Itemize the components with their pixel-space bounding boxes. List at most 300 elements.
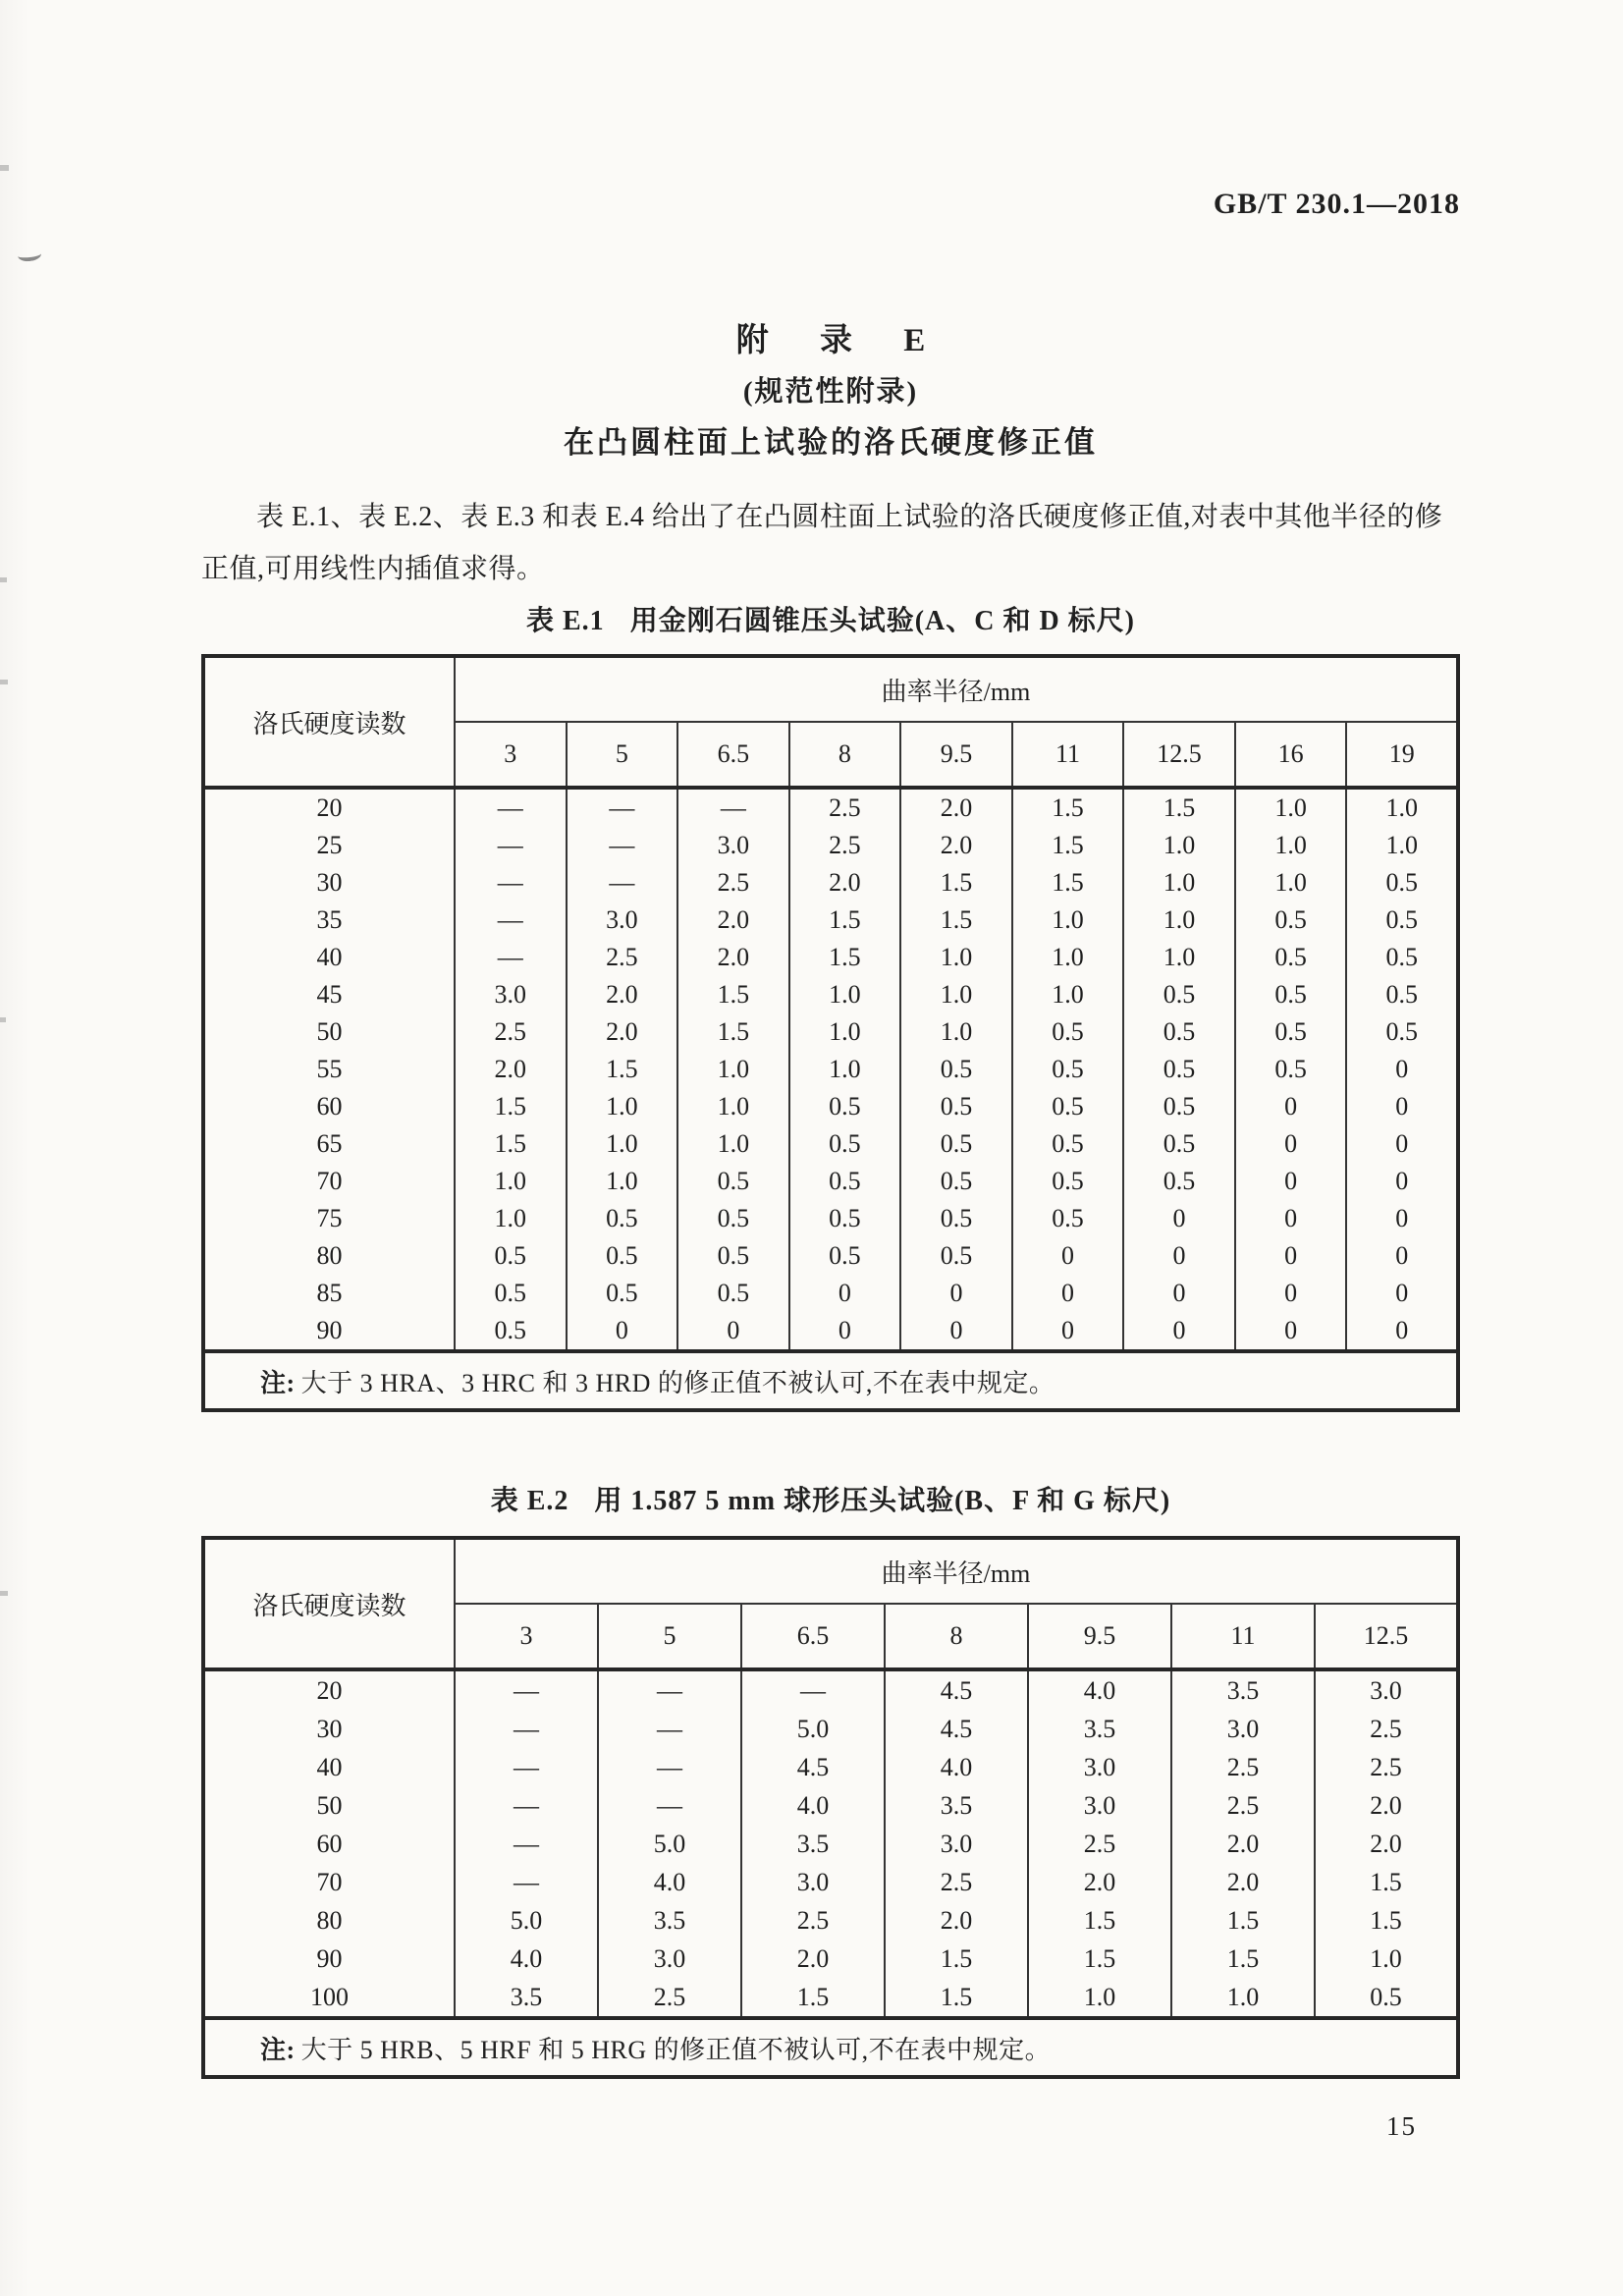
cell-value: — [677, 788, 789, 827]
cell-value: — [598, 1748, 741, 1786]
cell-value: 1.0 [455, 1200, 567, 1237]
cell-value: 2.5 [455, 1013, 567, 1051]
table-body [203, 788, 1458, 1351]
table-row [203, 1863, 1458, 1901]
table-row [203, 1163, 1458, 1200]
cell-value: 0 [1123, 1200, 1235, 1237]
row-label: 85 [203, 1275, 455, 1312]
cell-value: 0 [1235, 1200, 1347, 1237]
cell-value: — [455, 1825, 598, 1863]
cell-value: 0 [567, 1312, 678, 1351]
cell-value: 1.5 [1315, 1863, 1458, 1901]
column-header: 9.5 [900, 722, 1012, 788]
cell-value: 1.5 [741, 1978, 885, 2018]
table-note-row [203, 1351, 1458, 1410]
cell-value: 1.0 [900, 1013, 1012, 1051]
cell-value: 1.0 [900, 976, 1012, 1013]
cell-value: — [567, 827, 678, 864]
cell-value: 1.5 [1012, 864, 1124, 902]
cell-value: 2.0 [1028, 1863, 1171, 1901]
cell-value: 2.0 [1171, 1863, 1315, 1901]
cell-value: 0.5 [789, 1163, 901, 1200]
cell-value: 0 [1012, 1237, 1124, 1275]
row-label: 90 [203, 1940, 455, 1978]
table-row [203, 1748, 1458, 1786]
cell-value: 4.5 [741, 1748, 885, 1786]
cell-value: 0.5 [1346, 939, 1458, 976]
table-e2-caption-label: 表 E.2 [490, 1486, 569, 1516]
scan-artifact [0, 1017, 6, 1022]
table-row [203, 1088, 1458, 1125]
cell-value: 1.0 [900, 939, 1012, 976]
cell-value: 2.5 [598, 1978, 741, 2018]
cell-value: 5.0 [598, 1825, 741, 1863]
row-label: 30 [203, 864, 455, 902]
cell-value: 0 [1346, 1237, 1458, 1275]
cell-value: 0.5 [1123, 976, 1235, 1013]
cell-value: 1.0 [1235, 788, 1347, 827]
cell-value: 0.5 [677, 1200, 789, 1237]
note-text: 大于 3 HRA、3 HRC 和 3 HRD 的修正值不被认可,不在表中规定。 [300, 1368, 1055, 1397]
cell-value: — [455, 902, 567, 939]
table-row [203, 1940, 1458, 1978]
cell-value: 3.0 [567, 902, 678, 939]
cell-value: 1.0 [1171, 1978, 1315, 2018]
intro-line-2: 正值,可用线性内插值求得。 [201, 554, 545, 584]
cell-value: 2.5 [1028, 1825, 1171, 1863]
table-row [203, 1013, 1458, 1051]
row-label: 25 [203, 827, 455, 864]
cell-value: 1.5 [1171, 1901, 1315, 1940]
row-label: 50 [203, 1013, 455, 1051]
table-row [203, 1237, 1458, 1275]
cell-value: 1.5 [1028, 1940, 1171, 1978]
cell-value: 2.5 [789, 788, 901, 827]
column-header: 19 [1346, 722, 1458, 788]
row-label: 70 [203, 1863, 455, 1901]
cell-value: 1.0 [789, 976, 901, 1013]
column-header: 16 [1235, 722, 1347, 788]
scan-artifact [0, 577, 7, 582]
cell-value: 0.5 [900, 1088, 1012, 1125]
row-label: 70 [203, 1163, 455, 1200]
page-content [201, 0, 1460, 2079]
page-number: 15 [1386, 2111, 1417, 2141]
cell-value: 2.0 [789, 864, 901, 902]
cell-value: 1.5 [1315, 1901, 1458, 1940]
cell-value: — [455, 1786, 598, 1825]
cell-value: 0.5 [567, 1275, 678, 1312]
table-row [203, 976, 1458, 1013]
cell-value: 2.0 [1315, 1786, 1458, 1825]
cell-value: 2.5 [789, 827, 901, 864]
cell-value: 0 [1235, 1088, 1347, 1125]
cell-value: 0 [1346, 1163, 1458, 1200]
cell-value: — [567, 864, 678, 902]
cell-value: 0.5 [1235, 1013, 1347, 1051]
column-header: 11 [1171, 1604, 1315, 1669]
appendix-heading: 在凸圆柱面上试验的洛氏硬度修正值 [564, 425, 1098, 460]
cell-value: 3.0 [1028, 1748, 1171, 1786]
column-header: 6.5 [741, 1604, 885, 1669]
cell-value: 1.0 [677, 1088, 789, 1125]
cell-value: 0.5 [677, 1275, 789, 1312]
table-row [203, 1978, 1458, 2018]
cell-value: 1.5 [900, 864, 1012, 902]
cell-value: 1.5 [1028, 1901, 1171, 1940]
cell-value: 0 [1012, 1275, 1124, 1312]
table-row [203, 1125, 1458, 1163]
cell-value: 0 [900, 1312, 1012, 1351]
cell-value: 0 [1346, 1200, 1458, 1237]
cell-value: — [598, 1669, 741, 1710]
row-label: 60 [203, 1088, 455, 1125]
cell-value: 2.0 [677, 939, 789, 976]
scan-artifact [0, 165, 9, 171]
cell-value: 1.0 [1012, 976, 1124, 1013]
cell-value: 0.5 [789, 1125, 901, 1163]
table-row [203, 1786, 1458, 1825]
cell-value: — [455, 1710, 598, 1748]
cell-value: 1.5 [1012, 788, 1124, 827]
note-label: 注: [260, 1368, 296, 1397]
row-label: 55 [203, 1051, 455, 1088]
table-row [203, 939, 1458, 976]
cell-value: 0 [900, 1275, 1012, 1312]
cell-value: 2.5 [567, 939, 678, 976]
cell-value: 3.0 [677, 827, 789, 864]
table-header-row [203, 656, 1458, 722]
cell-value: 0.5 [900, 1125, 1012, 1163]
cell-value: 2.5 [741, 1901, 885, 1940]
cell-value: 0.5 [1123, 1051, 1235, 1088]
table-row [203, 902, 1458, 939]
cell-value: 3.5 [598, 1901, 741, 1940]
cell-value: — [567, 788, 678, 827]
cell-value: 0.5 [1123, 1125, 1235, 1163]
cell-value: 0 [789, 1312, 901, 1351]
cell-value: 1.0 [455, 1163, 567, 1200]
column-header: 5 [598, 1604, 741, 1669]
cell-value: 4.5 [885, 1669, 1028, 1710]
table-row [203, 1312, 1458, 1351]
scan-artifact [0, 1591, 8, 1596]
cell-value: 3.0 [741, 1863, 885, 1901]
cell-value: 0.5 [900, 1163, 1012, 1200]
cell-value: 3.5 [885, 1786, 1028, 1825]
cell-value: 1.0 [1123, 902, 1235, 939]
cell-value: 1.0 [677, 1051, 789, 1088]
cell-value: 1.5 [455, 1125, 567, 1163]
table-e1-caption-label: 表 E.1 [526, 606, 605, 636]
cell-value: 3.5 [1028, 1710, 1171, 1748]
table-e2-caption [201, 1483, 1460, 1520]
cell-value: 2.0 [741, 1940, 885, 1978]
cell-value: 0.5 [1012, 1163, 1124, 1200]
cell-value: 0.5 [1235, 902, 1347, 939]
intro-paragraph [201, 491, 1460, 595]
cell-value: 1.0 [1315, 1940, 1458, 1978]
cell-value: 4.0 [598, 1863, 741, 1901]
cell-value: 2.5 [1171, 1786, 1315, 1825]
cell-value: 0.5 [455, 1275, 567, 1312]
cell-value: — [741, 1669, 885, 1710]
cell-value: 2.0 [567, 1013, 678, 1051]
cell-value: 1.0 [1235, 827, 1347, 864]
cell-value: 0.5 [900, 1200, 1012, 1237]
cell-value: 3.0 [1171, 1710, 1315, 1748]
column-header: 8 [789, 722, 901, 788]
cell-value: 0 [677, 1312, 789, 1351]
cell-value: — [455, 1669, 598, 1710]
column-header: 6.5 [677, 722, 789, 788]
table-note [203, 1351, 1458, 1410]
note-label: 注: [260, 2035, 296, 2064]
cell-value: 0.5 [1123, 1013, 1235, 1051]
cell-value: 1.0 [1235, 864, 1347, 902]
cell-value: — [455, 788, 567, 827]
row-label: 40 [203, 939, 455, 976]
cell-value: 2.0 [1171, 1825, 1315, 1863]
cell-value: 0.5 [789, 1088, 901, 1125]
cell-value: 0.5 [789, 1237, 901, 1275]
table-row [203, 1901, 1458, 1940]
cell-value: 3.5 [1171, 1669, 1315, 1710]
row-header-cell: 洛氏硬度读数 [203, 656, 455, 788]
cell-value: 3.0 [1028, 1786, 1171, 1825]
cell-value: 0.5 [900, 1237, 1012, 1275]
cell-value: 1.5 [677, 1013, 789, 1051]
table-row [203, 1275, 1458, 1312]
cell-value: 1.5 [885, 1940, 1028, 1978]
table-row [203, 864, 1458, 902]
row-label: 50 [203, 1786, 455, 1825]
cell-value: 0.5 [567, 1200, 678, 1237]
cell-value: 0 [1235, 1312, 1347, 1351]
table-row [203, 1200, 1458, 1237]
cell-value: 0 [1235, 1163, 1347, 1200]
row-label: 60 [203, 1825, 455, 1863]
column-group-header: 曲率半径/mm [455, 1538, 1458, 1604]
cell-value: 1.0 [1123, 827, 1235, 864]
cell-value: 0.5 [1123, 1088, 1235, 1125]
cell-value: 1.0 [567, 1088, 678, 1125]
cell-value: 2.5 [677, 864, 789, 902]
cell-value: 0 [1235, 1275, 1347, 1312]
cell-value: — [455, 939, 567, 976]
cell-value: 3.5 [741, 1825, 885, 1863]
column-header: 9.5 [1028, 1604, 1171, 1669]
cell-value: 1.5 [885, 1978, 1028, 2018]
cell-value: 0.5 [1012, 1125, 1124, 1163]
cell-value: 1.0 [1012, 902, 1124, 939]
cell-value: 1.0 [1346, 788, 1458, 827]
row-label: 20 [203, 1669, 455, 1710]
cell-value: 0.5 [455, 1237, 567, 1275]
row-label: 80 [203, 1237, 455, 1275]
cell-value: 0.5 [1123, 1163, 1235, 1200]
cell-value: 1.0 [1123, 864, 1235, 902]
cell-value: 0.5 [1346, 864, 1458, 902]
cell-value: 0 [789, 1275, 901, 1312]
cell-value: 3.0 [455, 976, 567, 1013]
column-header: 12.5 [1315, 1604, 1458, 1669]
cell-value: 4.0 [1028, 1669, 1171, 1710]
row-label: 100 [203, 1978, 455, 2018]
table-note [203, 2018, 1458, 2077]
cell-value: 3.0 [598, 1940, 741, 1978]
standard-code: GB/T 230.1—2018 [1213, 188, 1460, 220]
cell-value: — [455, 1863, 598, 1901]
cell-value: 1.0 [1028, 1978, 1171, 2018]
cell-value: — [455, 827, 567, 864]
cell-value: 4.0 [455, 1940, 598, 1978]
cell-value: 0.5 [567, 1237, 678, 1275]
cell-value: 0.5 [1346, 902, 1458, 939]
row-label: 45 [203, 976, 455, 1013]
cell-value: 0.5 [677, 1163, 789, 1200]
cell-value: 1.5 [1123, 788, 1235, 827]
cell-value: 0 [1123, 1275, 1235, 1312]
table-e2-caption-text: 用 1.587 5 mm 球形压头试验(B、F 和 G 标尺) [594, 1486, 1171, 1516]
table-header-row [203, 1538, 1458, 1604]
cell-value: 0.5 [1235, 939, 1347, 976]
cell-value: 1.0 [789, 1013, 901, 1051]
scan-artifact [0, 680, 8, 684]
cell-value: — [598, 1710, 741, 1748]
cell-value: 2.0 [900, 788, 1012, 827]
appendix-title: 附 录 E [735, 323, 947, 358]
cell-value: 1.5 [455, 1088, 567, 1125]
table-note-row [203, 2018, 1458, 2077]
table-row [203, 1669, 1458, 1710]
row-label: 20 [203, 788, 455, 827]
cell-value: 0 [1346, 1312, 1458, 1351]
table-e1-caption-text: 用金刚石圆锥压头试验(A、C 和 D 标尺) [629, 606, 1135, 636]
cell-value: 2.0 [677, 902, 789, 939]
column-group-header: 曲率半径/mm [455, 656, 1458, 722]
cell-value: 0.5 [455, 1312, 567, 1351]
cell-value: 2.0 [455, 1051, 567, 1088]
cell-value: 1.0 [1346, 827, 1458, 864]
row-label: 65 [203, 1125, 455, 1163]
cell-value: 2.5 [1171, 1748, 1315, 1786]
column-header: 8 [885, 1604, 1028, 1669]
cell-value: 0.5 [1346, 1013, 1458, 1051]
cell-value: 0.5 [900, 1051, 1012, 1088]
table-row [203, 1051, 1458, 1088]
cell-value: 0 [1235, 1237, 1347, 1275]
cell-value: 4.5 [885, 1710, 1028, 1748]
cell-value: 0 [1346, 1275, 1458, 1312]
cell-value: 0.5 [1012, 1088, 1124, 1125]
column-header: 3 [455, 722, 567, 788]
cell-value: 0.5 [1235, 1051, 1347, 1088]
cell-value: 0.5 [1235, 976, 1347, 1013]
cell-value: 1.0 [789, 1051, 901, 1088]
cell-value: 0.5 [1012, 1200, 1124, 1237]
cell-value: 2.0 [885, 1901, 1028, 1940]
column-header: 12.5 [1123, 722, 1235, 788]
cell-value: 0.5 [1012, 1051, 1124, 1088]
cell-value: 2.0 [900, 827, 1012, 864]
cell-value: 0 [1235, 1125, 1347, 1163]
table-row [203, 1825, 1458, 1863]
cell-value: 1.5 [789, 939, 901, 976]
column-header: 5 [567, 722, 678, 788]
cell-value: 0 [1123, 1312, 1235, 1351]
cell-value: 1.5 [1171, 1940, 1315, 1978]
table-row [203, 788, 1458, 827]
cell-value: 3.0 [885, 1825, 1028, 1863]
cell-value: 2.5 [1315, 1710, 1458, 1748]
cell-value: 3.5 [455, 1978, 598, 2018]
cell-value: 0 [1346, 1088, 1458, 1125]
table-body [203, 1669, 1458, 2018]
row-header-cell: 洛氏硬度读数 [203, 1538, 455, 1669]
cell-value: 0 [1346, 1051, 1458, 1088]
cell-value: — [455, 1748, 598, 1786]
table-row [203, 827, 1458, 864]
row-label: 80 [203, 1901, 455, 1940]
pencil-mark [17, 247, 41, 262]
cell-value: 1.5 [789, 902, 901, 939]
note-text: 大于 5 HRB、5 HRF 和 5 HRG 的修正值不被认可,不在表中规定。 [300, 2035, 1052, 2064]
cell-value: 0.5 [1315, 1978, 1458, 2018]
appendix-subtitle: (规范性附录) [742, 376, 919, 408]
cell-value: 2.5 [885, 1863, 1028, 1901]
cell-value: 2.5 [1315, 1748, 1458, 1786]
cell-value: 1.0 [1123, 939, 1235, 976]
table-e2 [201, 1536, 1460, 2079]
cell-value: 0.5 [1346, 976, 1458, 1013]
cell-value: 1.5 [900, 902, 1012, 939]
cell-value: 0 [1012, 1312, 1124, 1351]
cell-value: 1.5 [567, 1051, 678, 1088]
row-label: 75 [203, 1200, 455, 1237]
cell-value: 4.0 [885, 1748, 1028, 1786]
column-header: 3 [455, 1604, 598, 1669]
cell-value: — [598, 1786, 741, 1825]
cell-value: — [455, 864, 567, 902]
cell-value: 3.0 [1315, 1669, 1458, 1710]
cell-value: 0.5 [677, 1237, 789, 1275]
table-e1-caption [201, 603, 1460, 640]
cell-value: 0 [1123, 1237, 1235, 1275]
table-e1 [201, 654, 1460, 1412]
cell-value: 1.0 [567, 1163, 678, 1200]
cell-value: 4.0 [741, 1786, 885, 1825]
row-label: 90 [203, 1312, 455, 1351]
cell-value: 1.0 [1012, 939, 1124, 976]
cell-value: 1.5 [677, 976, 789, 1013]
table-row [203, 1710, 1458, 1748]
cell-value: 0.5 [789, 1200, 901, 1237]
row-label: 30 [203, 1710, 455, 1748]
intro-line-1: 表 E.1、表 E.2、表 E.3 和表 E.4 给出了在凸圆柱面上试验的洛氏硬度修正值,对表中其他半径的修 [256, 502, 1443, 532]
cell-value: 5.0 [455, 1901, 598, 1940]
cell-value: 1.0 [567, 1125, 678, 1163]
row-label: 35 [203, 902, 455, 939]
cell-value: 1.5 [1012, 827, 1124, 864]
row-label: 40 [203, 1748, 455, 1786]
cell-value: 1.0 [677, 1125, 789, 1163]
cell-value: 0.5 [1012, 1013, 1124, 1051]
cell-value: 2.0 [567, 976, 678, 1013]
cell-value: 0 [1346, 1125, 1458, 1163]
column-header: 11 [1012, 722, 1124, 788]
cell-value: 2.0 [1315, 1825, 1458, 1863]
